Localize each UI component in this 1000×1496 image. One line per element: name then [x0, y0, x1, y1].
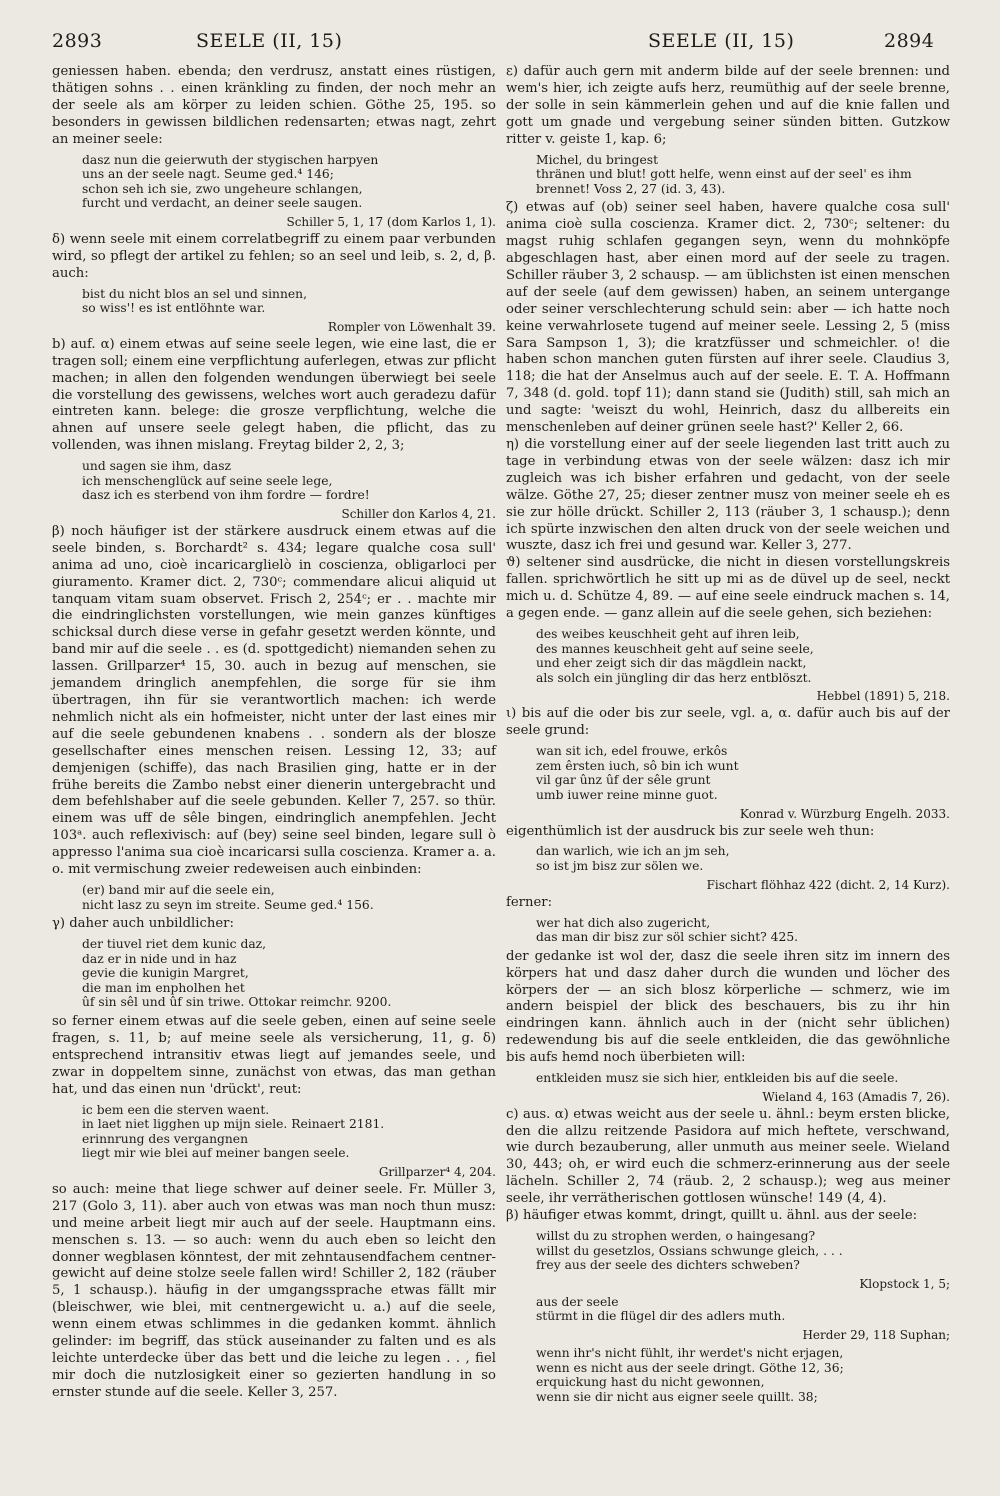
verse-quotation: ic bem een die sterven waent. in laet niet ligghen up mijn siele. Reinaert 2181. erinnrung des vergangnen liegt mir wie blei auf meiner bangen seele. — [82, 1102, 385, 1161]
entry-paragraph: eigenthümlich ist der ausdruck bis zur seele weh thun: — [506, 823, 875, 839]
source-citation: Hebbel (1891) 5, 218. — [816, 689, 950, 704]
entry-paragraph: der gedanke ist wol der, dasz die seele ihren sitz im innern des körpers hat und dasz daher durch die wunden und löcher des körpers der — an sich blosz körperliche — schmerz, wie im andern beispiel der blick des beschauers, bis zu ihr hin eindringen kann. ähnlich auch in der (nicht sehr üblichen) redewendung bis auf die seele entkleiden, die das gewöhnliche bis aufs hemd noch überbieten will: — [506, 948, 950, 1066]
entry-paragraph: ι) bis auf die oder bis zur seele, vgl. a, α. dafür auch bis auf der seele grund: — [506, 706, 950, 739]
verse-quotation: Michel, du bringest thränen und blut! gott helfe, wenn einst auf der seel' es ihm brennet! Voss 2, 27 (id. 3, 43). — [536, 152, 912, 196]
entry-paragraph: ε) dafür auch gern mit anderm bilde auf der seele brennen: und wem's hier, ich zeigte aufs herz, reumüthig auf der seele brenne, der solle in sein kämmerlein gehen und auf die knie fallen und gott um gnade und vergebung seiner sünden bitten. Gutzkow ritter v. geiste 1, kap. 6; — [506, 64, 950, 147]
entry-paragraph: so ferner einem etwas auf die seele geben, einen auf seine seele fragen, s. 11, b; auf meine seele als versicherung, 11, g. δ) entsprechend intransitiv etwas liegt auf jemandes seele, und zwar in doppeltem sinne, zunächst von etwas, das man gethan hat, und das einen nun 'drückt', reut: — [52, 1014, 496, 1097]
left-column — [52, 64, 496, 1402]
entry-paragraph: c) aus. α) etwas weicht aus der seele u. ähnl.: beym ersten blicke, den die allzu reitzende Pasidora auf mich heftete, verschwand, wie durch bezauberung, aller unmuth aus meiner seele. Wieland 30, 443; oh, er wird euch die schmerz-erinnerung aus der seele lächeln. Schiller 2, 74 (räub. 2, 2 schausp.); weg aus meiner seele, ihr verrätherischen gottlosen wünsche! 149 (4, 4). — [506, 1106, 950, 1207]
entry-paragraph: geniessen haben. ebenda; den verdrusz, anstatt eines rüstigen, thätigen sohns . . einen kränkling zu finden, der noch mehr an der seele als am körper zu leiden schien. Göthe 25, 195. so besonders in gewissen bildlichen redensarten; etwas nagt, zehrt an meiner seele: — [52, 64, 496, 147]
source-citation: Schiller don Karlos 4, 21. — [341, 506, 496, 521]
verse-quotation: wer hat dich also zugericht, das man dir bisz zur söl schier sicht? 425. — [536, 915, 799, 945]
source-citation: Fischart flöhhaz 422 (dicht. 2, 14 Kurz). — [706, 877, 950, 892]
verse-quotation: und sagen sie ihm, dasz ich menschenglück auf seine seele lege, dasz ich es sterbend von ihm fordre — fordre! — [82, 459, 370, 503]
verse-quotation: (er) band mir auf die seele ein, nicht lasz zu seyn im streite. Seume ged.⁴ 156. — [82, 882, 374, 912]
source-citation: Konrad v. Würzburg Engelh. 2033. — [739, 806, 950, 821]
entry-paragraph: b) auf. α) einem etwas auf seine seele legen, wie eine last, die er tragen soll; einem eine verpflichtung auferlegen, etwas zur pflicht machen; in allen den folgenden wendungen überwiegt bei seele die vorstellung des gewissens, welches wort auch geradezu dafür eintreten kann. belege: die grosze verpflichtung, welche die ahnen auf unsere seele gelegt haben, die pflicht, das zu vollenden, was ihnen mislang. Freytag bilder 2, 2, 3; — [52, 336, 496, 454]
source-citation: Schiller 5, 1, 17 (dom Karlos 1, 1). — [286, 214, 496, 229]
entry-paragraph: so auch: meine that liege schwer auf deiner seele. Fr. Müller 3, 217 (Golo 3, 11). aber auch von etwas was man noch thun musz: und meine arbeit liegt mir auch auf der seele. Hauptmann eins. menschen s. 13. — so auch: wenn du auch eben so leicht den donner wegblasen könntest, der mit zehntausendfachem centner-gewicht auf deine stolze seele fallen wird! Schiller 2, 182 (räuber 5, 1 schausp.). häufig in der umgangssprache etwas fällt mir (bleischwer, wie blei, mit centnergewicht u. a.) auf die seele, wenn einem etwas schlimmes in die gedanken kommt. ähnlich gelinder: im begriff, das stück auseinander zu falten und es als leichte unterdecke über das bett und die leiche zu legen . . , fiel mir doch die nutzlosigkeit einer so gezierten handlung in so ernster stunde auf die seele. Keller 3, 257. — [52, 1181, 496, 1400]
left-running-title: SEELE (II, 15) — [196, 30, 343, 52]
entry-paragraph: ferner: — [506, 894, 553, 910]
right-page-number: 2894 — [884, 30, 935, 52]
source-citation: Wieland 4, 163 (Amadis 7, 26). — [762, 1089, 950, 1104]
verse-quotation: entkleiden musz sie sich hier, entkleiden bis auf die seele. — [536, 1071, 899, 1086]
verse-quotation: bist du nicht blos an sel und sinnen, so wiss'! es ist entlöhnte war. — [82, 286, 308, 316]
left-page-number: 2893 — [52, 30, 103, 52]
verse-quotation: dan warlich, wie ich an jm seh, so ist jm bisz zur sölen we. — [536, 844, 730, 874]
entry-paragraph: γ) daher auch unbildlicher: — [52, 916, 234, 932]
verse-quotation: aus der seele stürmt in die flügel dir des adlers muth. — [536, 1294, 786, 1324]
verse-quotation: dasz nun die geierwuth der stygischen harpyen uns an der seele nagt. Seume ged.⁴ 146; schon seh ich sie, zwo ungeheure schlangen, furcht und verdacht, an deiner seele saugen. — [82, 152, 379, 211]
entry-paragraph: ϑ) seltener sind ausdrücke, die nicht in diesen vorstellungskreis fallen. sprichwörtlich he sitt up mi as de düvel up de seel, neckt mich u. d. Schütze 4, 89. — auf eine seele eindruck machen s. 14, a gegen ende. — ganz allein auf die seele gehen, sich beziehen: — [506, 555, 950, 622]
entry-paragraph: η) die vorstellung einer auf der seele liegenden last tritt auch zu tage in verbindung etwas von der seele wälzen: dasz ich mir zugleich was ich bisher erfahren und gedacht, von der seele wälze. Göthe 27, 25; dieser zentner musz von meiner seele eh es sie zur hölle drückt. Schiller 2, 113 (räuber 3, 1 schausp.); denn ich spürte inzwischen den alten druck von der seele weichen und wuszte, dasz ich frei und gesund war. Keller 3, 277. — [506, 437, 950, 554]
entry-paragraph: δ) wenn seele mit einem correlatbegriff zu einem paar verbunden wird, so pflegt der artikel zu fehlen; so an seel und leib, s. 2, d, β. auch: — [52, 231, 496, 281]
verse-quotation: wenn ihr's nicht fühlt, ihr werdet's nicht erjagen, wenn es nicht aus der seele dringt. Göthe 12, 36; erquickung hast du nicht gewonnen, wenn sie dir nicht aus eigner seele quillt. 38; — [536, 1345, 844, 1404]
right-running-title: SEELE (II, 15) — [648, 30, 795, 52]
verse-quotation: willst du zu strophen werden, o haingesang? willst du gesetzlos, Ossians schwunge gleich, . . . frey aus der seele des dichters schweben? — [536, 1229, 843, 1273]
verse-quotation: des weibes keuschheit geht auf ihren leib, des mannes keuschheit geht auf seine seele, und eher zeigt sich dir das mägdlein nackt, als solch ein jüngling dir das herz entblöszt. — [536, 626, 814, 685]
entry-paragraph: β) noch häufiger ist der stärkere ausdruck einem etwas auf die seele binden, s. Borchardt² s. 434; legare qualche cosa sull' anima ad uno, cioè incaricarglielò in coscienza, obligarloci per giuramento. Kramer dict. 2, 730ᶜ; commendare alicui aliquid ut tanquam vitam suam observet. Frisch 2, 254ᶜ; er . . machte mir die eindringlichsten vorstellungen, wie mein ganzes künftiges schicksal durch diese verse in gefahr gesetzt werden könnte, und band mir auf die seele . . es (d. spottgedicht) niemanden sehen zu lassen. Grillparzer⁴ 15, 30. auch in bezug auf menschen, sie jemandem dringlich anempfehlen, die sorge für sie ihm übertragen, ihn für sie verantwortlich machen: ich werde nehmlich nicht als ein hofmeister, nicht unter der last eines mir auf die seele gebundenen knabens . . sondern als der blosze gesellschafter eines menschen reisen. Lessing 12, 33; auf demjenigen (schiffe), das nach Brasilien ging, hatte er in der frühe bereits die Zambo nebst einer dienerin untergebracht und dem befehlshaber auf die seele gebunden. Keller 7, 257. so thür. einem was uff de sêle bingen, eindringlich anempfehlen. Jecht 103ᵃ. auch reflexivisch: auf (bey) seine seel binden, legare sull ò appresso l'anima sua cioè incaricarsi sulla coscienza. Kramer a. a. o. mit vermischung zweier redeweisen auch einbinden: — [52, 523, 496, 878]
entry-paragraph: ζ) etwas auf (ob) seiner seel haben, havere qualche cosa sull' anima cioè sulla coscienza. Kramer dict. 2, 730ᶜ; seltener: du magst ruhig schlafen gegangen seyn, wenn du mohnköpfe abgeschlagen hast, aber einen mord auf der seele zu tragen. Schiller räuber 3, 2 schausp. — am üblichsten ist einen menschen auf der seele (auf dem gewissen) haben, an seinem untergange oder seiner verschlechterung schuld sein: aber — ich hatte noch keine verwahrlosete tugend auf meiner seele. Lessing 2, 5 (miss Sara Sampson 1, 3); die kratzfüsser und schmeichler. o! die haben schon manchen guten fürsten auf ihrer seele. Claudius 3, 118; die hat der Anselmus auch auf der seele. E. T. A. Hoffmann 7, 348 (d. gold. topf 11); dann stand sie (Judith) still, sah mich an und sagte: 'weiszt du wohl, Heinrich, dasz du allbereits ein menschenleben auf deiner grünen seele hast?' Keller 2, 66. — [506, 200, 950, 436]
verse-quotation: wan sit ich, edel frouwe, erkôs zem êrsten iuch, sô bin ich wunt vil gar ûnz ûf der sêle grunt umb iuwer reine minne guot. — [536, 744, 739, 802]
source-citation: Herder 29, 118 Suphan; — [802, 1327, 950, 1342]
source-citation: Grillparzer⁴ 4, 204. — [378, 1164, 496, 1179]
entry-paragraph: β) häufiger etwas kommt, dringt, quillt u. ähnl. aus der seele: — [506, 1208, 918, 1224]
source-citation: Klopstock 1, 5; — [859, 1276, 950, 1291]
verse-quotation: der tiuvel riet dem kunic daz, daz er in nide und in haz gevie die kunigin Margret, die man im enpholhen het ûf sin sêl und ûf sin triwe. Ottokar reimchr. 9200. — [82, 937, 392, 1010]
right-column — [506, 64, 950, 1408]
source-citation: Rompler von Löwenhalt 39. — [327, 319, 496, 334]
